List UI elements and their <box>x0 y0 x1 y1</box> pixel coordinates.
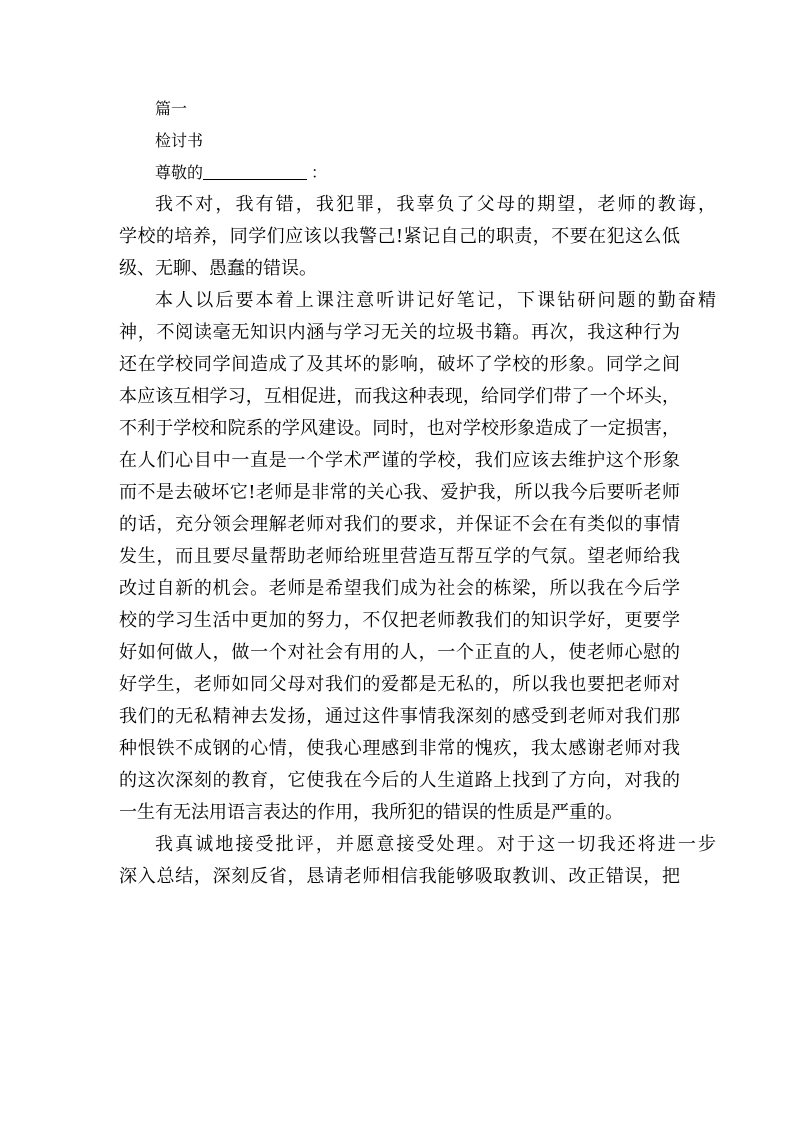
paragraph-line: 校的学习生活中更加的努力，不仅把老师教我们的知识学好，更要学 <box>119 610 680 631</box>
paragraph-1 <box>119 189 716 285</box>
document-title: 检讨书 <box>155 131 204 150</box>
paragraph-line: 不利于学校和院系的学风建设。同时，也对学校形象造成了一定损害， <box>119 418 680 439</box>
salutation <box>119 157 680 189</box>
paragraph-line: 级、无聊、愚蠢的错误。 <box>119 258 317 279</box>
salutation-prefix: 尊敬的 <box>155 163 204 182</box>
paragraph-line: 一生有无法用语言表达的作用，我所犯的错误的性质是严重的。 <box>119 802 623 823</box>
salutation-suffix: ： <box>311 163 328 182</box>
paragraph-line: 在人们心目中一直是一个学术严谨的学校，我们应该去维护这个形象 <box>119 450 680 471</box>
paragraph-line: 发生，而且要尽量帮助老师给班里营造互帮互学的气氛。望老师给我 <box>119 546 680 567</box>
paragraph-3 <box>119 829 716 893</box>
paragraph-line: 我们的无私精神去发扬，通过这件事情我深刻的感受到老师对我们那 <box>119 706 680 727</box>
paragraph-line: 本人以后要本着上课注意听讲记好笔记，下课钻研问题的勤奋精 <box>155 290 716 311</box>
paragraph-line: 本应该互相学习，互相促进，而我这种表现，给同学们带了一个坏头， <box>119 386 680 407</box>
paragraph-line: 学校的培养，同学们应该以我警己!紧记自己的职责，不要在犯这么低 <box>119 226 680 247</box>
paragraph-line: 的这次深刻的教育，它使我在今后的人生道路上找到了方向，对我的 <box>119 770 680 791</box>
paragraph-line: 我不对，我有错，我犯罪，我辜负了父母的期望，老师的教诲， <box>155 194 716 215</box>
recipient-blank-line <box>203 159 307 180</box>
paragraph-line: 的话，充分领会理解老师对我们的要求，并保证不会在有类似的事情 <box>119 514 680 535</box>
paragraph-line: 改过自新的机会。老师是希望我们成为社会的栋梁，所以我在今后学 <box>119 578 680 599</box>
paragraph-line: 好学生，老师如同父母对我们的爱都是无私的，所以我也要把老师对 <box>119 674 680 695</box>
document-body <box>119 93 716 893</box>
paragraph-line: 深入总结，深刻反省，恳请老师相信我能够吸取教训、改正错误，把 <box>119 866 680 887</box>
paragraph-line: 种恨铁不成钢的心情，使我心理感到非常的愧疚，我太感谢老师对我 <box>119 738 680 759</box>
paragraph-line: 神，不阅读毫无知识内涵与学习无关的垃圾书籍。再次，我这种行为 <box>119 322 680 343</box>
paragraph-line: 我真诚地接受批评，并愿意接受处理。对于这一切我还将进一步 <box>155 834 716 855</box>
paragraph-line: 而不是去破坏它!老师是非常的关心我、爱护我，所以我今后要听老师 <box>119 482 680 503</box>
paragraph-2 <box>119 285 716 829</box>
paragraph-line: 还在学校同学间造成了及其坏的影响，破坏了学校的形象。同学之间 <box>119 354 680 375</box>
paragraph-line: 好如何做人，做一个对社会有用的人，一个正直的人，使老师心慰的 <box>119 642 680 663</box>
section-label: 篇一 <box>155 99 188 118</box>
